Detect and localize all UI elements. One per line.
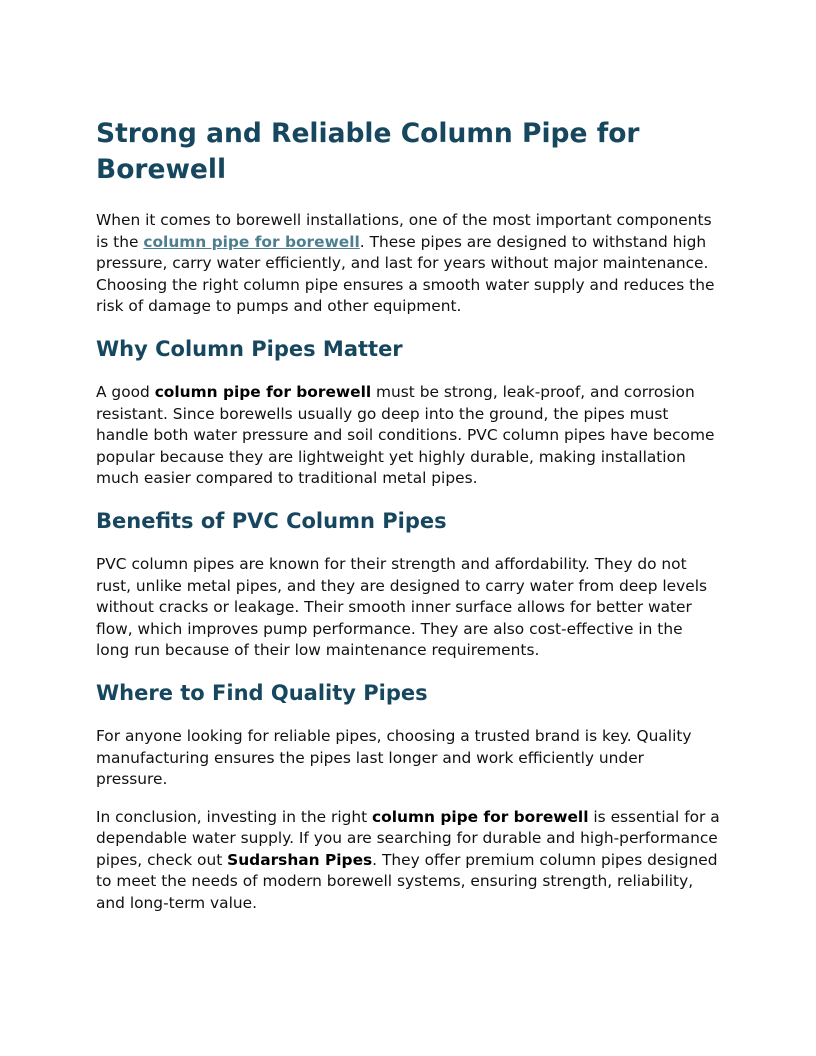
conclusion-bold-keyword: column pipe for borewell — [372, 807, 589, 826]
intro-text-after-link: . These pipes are designed to withstand high pressure, carry water efficiently, and last for years without major maintenance. Choosing the right column pipe ensures a smooth water supply and reduces the risk of damage to pumps and other equipment. — [96, 232, 715, 316]
conclusion-paragraph — [96, 807, 720, 915]
page-title: Strong and Reliable Column Pipe for Borewell — [96, 118, 640, 185]
conclusion-text-3: . They offer premium column pipes designed to meet the needs of modern borewell systems, ensuring strength, reliability, and long-term value. — [96, 850, 718, 913]
why-bold-keyword: column pipe for borewell — [154, 382, 372, 401]
intro-text-before-link: When it comes to borewell installations, one of the most important components is the — [96, 211, 712, 251]
benefits-paragraph: PVC column pipes are known for their strength and affordability. They do not rust, unlike metal pipes, and they are designed to carry water from deep levels without cracks or leakage. Their smooth inner surface allows for better water flow, which improves pump performance. They are also cost-effective in the long run because of their low maintenance requirements. — [96, 554, 708, 660]
intro-paragraph — [96, 210, 720, 318]
where-to-find-paragraph: For anyone looking for reliable pipes, choosing a trusted brand is key. Quality manufacturing ensures the pipes last longer and work efficiently under pressure. — [96, 726, 692, 789]
conclusion-text-1: In conclusion, investing in the right — [96, 807, 373, 826]
why-text-before-bold: A good — [96, 382, 155, 401]
column-pipe-link[interactable]: column pipe for borewell — [143, 232, 360, 251]
brand-name: Sudarshan Pipes — [227, 850, 373, 869]
section-heading-benefits: Benefits of PVC Column Pipes — [96, 508, 447, 533]
conclusion-text-2: is essential for a dependable water supply. If you are searching for durable and high-performance pipes, check out — [96, 807, 720, 869]
why-column-pipes-paragraph — [96, 382, 720, 490]
section-heading-why-column-pipes: Why Column Pipes Matter — [96, 336, 403, 361]
why-text-after-bold: must be strong, leak-proof, and corrosion resistant. Since borewells usually go deep into the ground, the pipes must handle both water pressure and soil conditions. PVC column pipes have become popular because they are lightweight yet highly durable, making installation much easier compared to traditional metal pipes. — [96, 382, 715, 488]
section-heading-where-to-find: Where to Find Quality Pipes — [96, 680, 428, 705]
